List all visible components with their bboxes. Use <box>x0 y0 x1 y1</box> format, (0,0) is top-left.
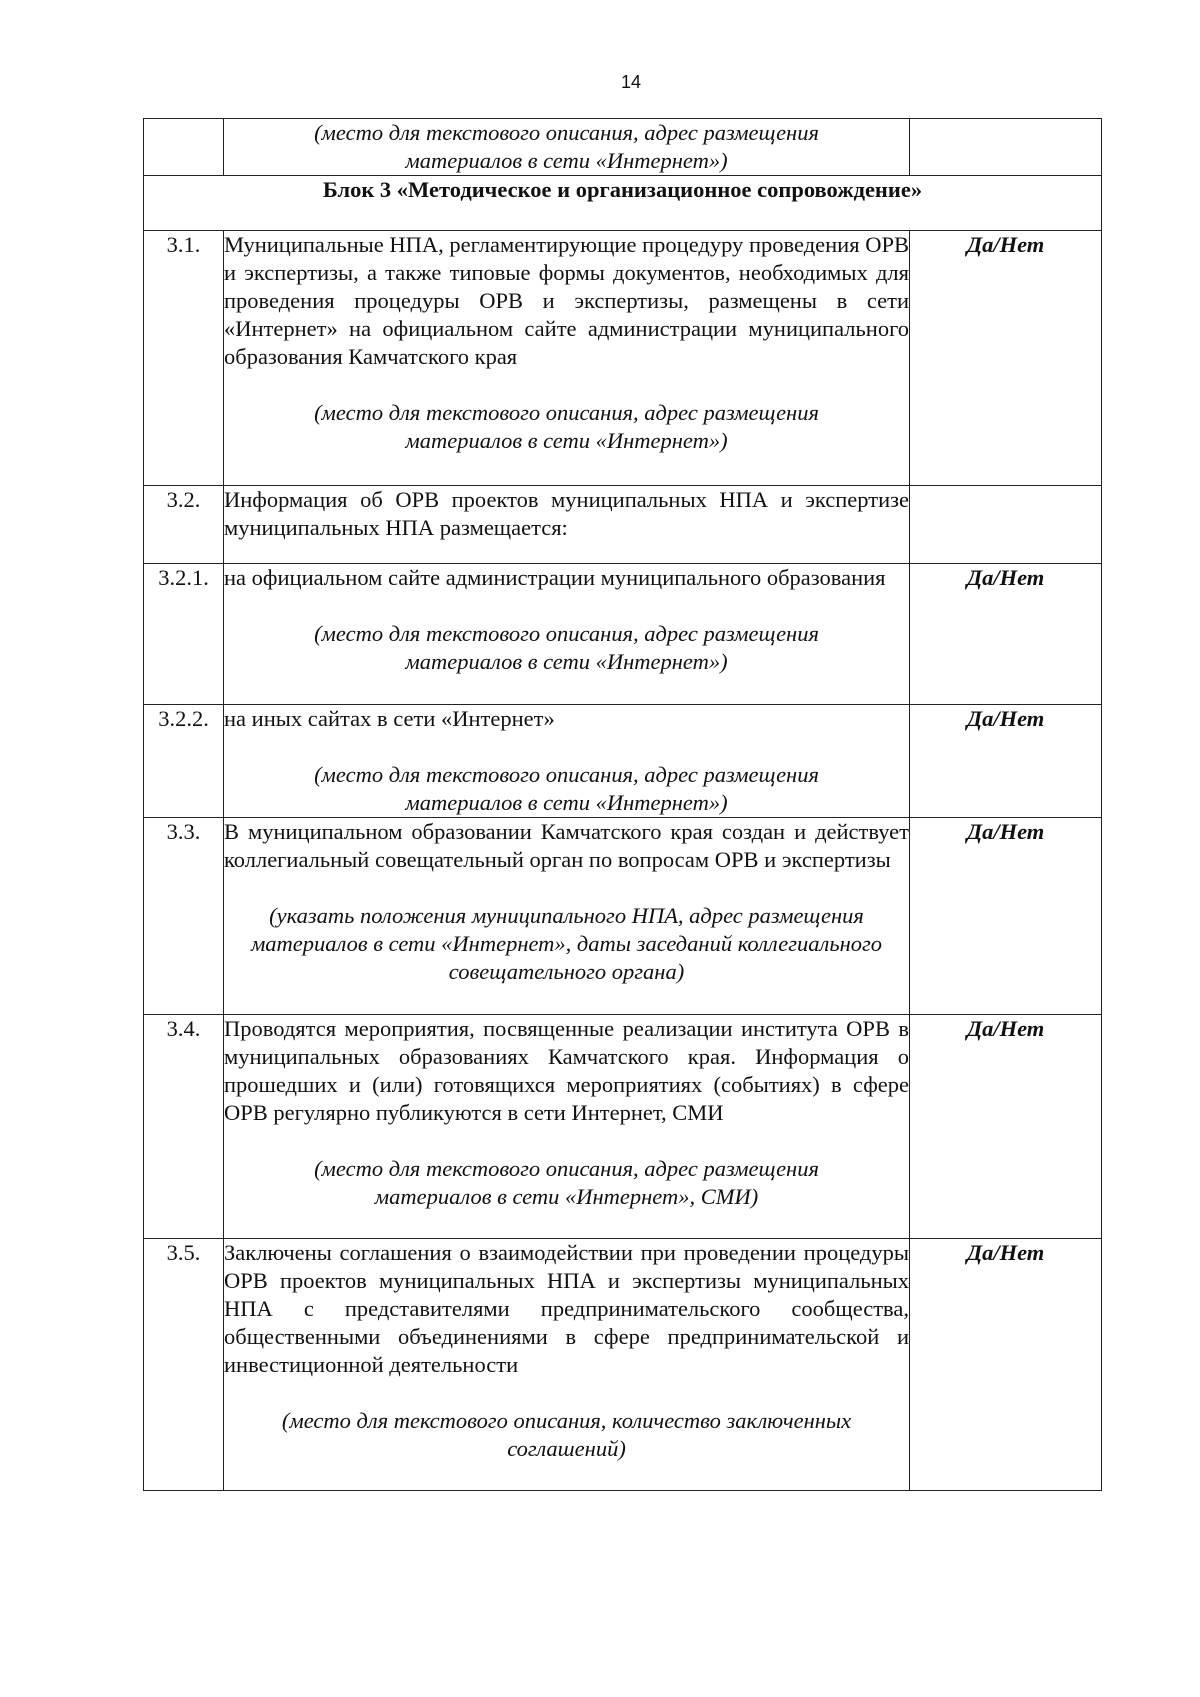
table-row <box>144 231 1102 486</box>
text-cell <box>224 231 910 486</box>
row-text: на официальном сайте администрации муниципального образования <box>224 565 886 590</box>
row-number: 3.3. <box>144 818 224 1015</box>
answer-cell: Да/Нет <box>910 231 1102 486</box>
block-header-row <box>144 176 1102 231</box>
row-number: 3.5. <box>144 1239 224 1491</box>
row-note: (место для текстового описания, количество заключенных соглашений) <box>281 1408 852 1461</box>
table-row <box>144 119 1102 176</box>
row-number: 3.2.2. <box>144 705 224 818</box>
answer-cell: Да/Нет <box>910 1239 1102 1491</box>
row-note: (место для текстового описания, адрес размещения материалов в сети «Интернет», СМИ) <box>314 1156 819 1209</box>
row-note: (место для текстового описания, адрес размещения материалов в сети «Интернет») <box>314 120 819 173</box>
text-cell <box>224 705 910 818</box>
table-row <box>144 1239 1102 1491</box>
table-row <box>144 818 1102 1015</box>
table-row <box>144 705 1102 818</box>
table-row <box>144 1015 1102 1239</box>
row-note: (место для текстового описания, адрес размещения материалов в сети «Интернет») <box>314 400 819 453</box>
answer-cell: Да/Нет <box>910 1015 1102 1239</box>
row-number: 3.1. <box>144 231 224 486</box>
text-cell <box>224 1239 910 1491</box>
answer-cell: Да/Нет <box>910 564 1102 705</box>
row-text: Информация об ОРВ проектов муниципальных НПА и экспертизе муниципальных НПА размещается: <box>224 487 909 540</box>
answer-cell: Да/Нет <box>910 705 1102 818</box>
row-note: (указать положения муниципального НПА, адрес размещения материалов в сети «Интернет», даты заседаний коллегиального совещательного органа) <box>250 903 883 984</box>
text-cell <box>224 486 910 564</box>
answer-cell <box>910 486 1102 564</box>
row-text: В муниципальном образовании Камчатского края создан и действует коллегиальный совещательный орган по вопросам ОРВ и экспертизы <box>224 819 909 872</box>
text-cell <box>224 818 910 1015</box>
text-cell <box>224 119 910 176</box>
row-note: (место для текстового описания, адрес размещения материалов в сети «Интернет») <box>314 621 819 674</box>
row-text: Проводятся мероприятия, посвященные реализации института ОРВ в муниципальных образованиях Камчатского края. Информация о прошедших и (или) готовящихся мероприятиях (событиях) в сфере ОРВ регулярно публикуются в сети Интернет, СМИ <box>224 1016 909 1125</box>
text-cell <box>224 1015 910 1239</box>
row-text: Заключены соглашения о взаимодействии при проведении процедуры ОРВ проектов муниципальных НПА и экспертизы муниципальных НПА с представителями предпринимательского сообщества, общественными объединениями в сфере предпринимательской и инвестиционной деятельности <box>224 1240 909 1377</box>
answer-cell <box>910 119 1102 176</box>
page-number: 14 <box>620 72 642 92</box>
row-number: 3.4. <box>144 1015 224 1239</box>
row-number: 3.2. <box>144 486 224 564</box>
row-text: Муниципальные НПА, регламентирующие процедуру проведения ОРВ и экспертизы, а также типовые формы документов, необходимых для проведения процедуры ОРВ и экспертизы, размещены в сети «Интернет» на официальном сайте администрации муниципального образования Камчатского края <box>224 232 909 369</box>
row-number: 3.2.1. <box>144 564 224 705</box>
row-note: (место для текстового описания, адрес размещения материалов в сети «Интернет») <box>314 762 819 815</box>
row-number-cell <box>144 119 224 176</box>
table-row <box>144 564 1102 705</box>
table-row <box>144 486 1102 564</box>
answer-cell: Да/Нет <box>910 818 1102 1015</box>
block-title: Блок 3 «Методическое и организационное сопровождение» <box>144 176 1102 231</box>
evaluation-table <box>143 118 1102 1491</box>
row-text: на иных сайтах в сети «Интернет» <box>224 706 555 731</box>
text-cell <box>224 564 910 705</box>
